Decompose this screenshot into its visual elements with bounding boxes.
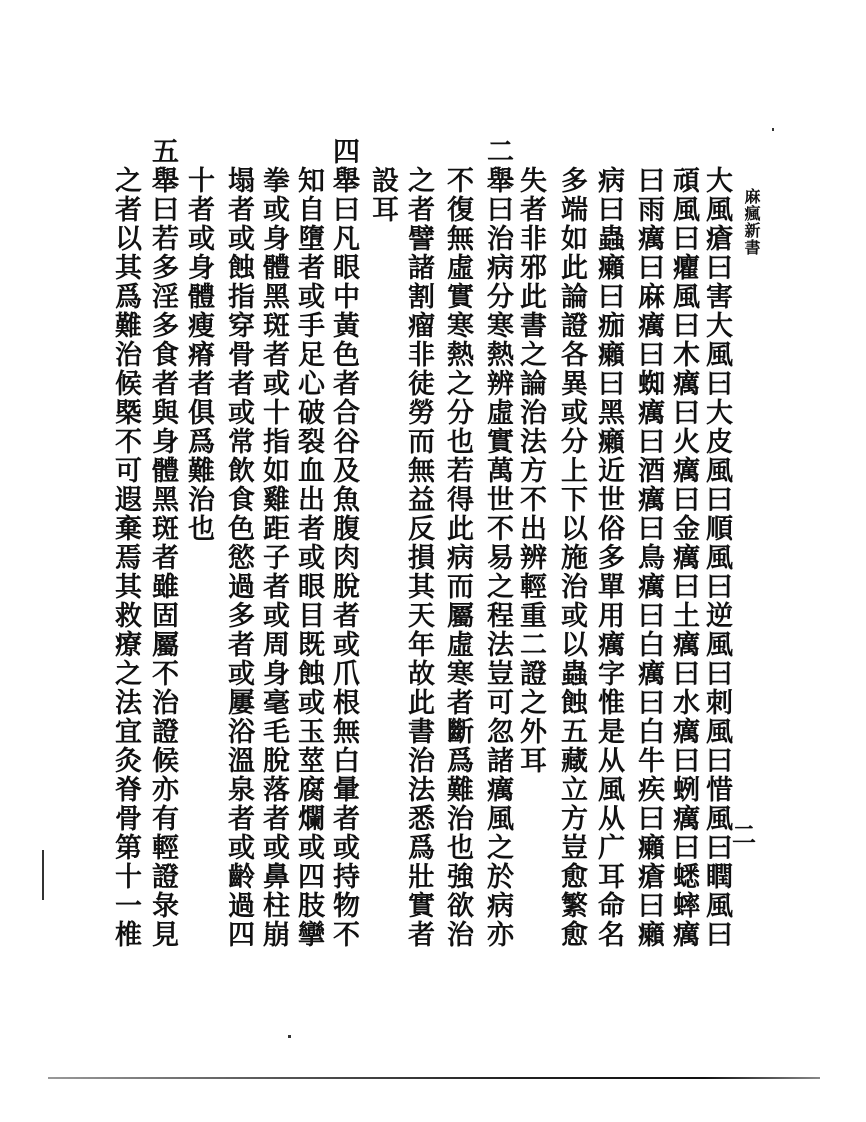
text-column-7: 二舉曰治病分寒熱辨虛實萬世不易之程法豈可忽諸癘風之於病亦	[482, 137, 513, 949]
scan-speck	[42, 850, 44, 900]
text-column-16: 五舉曰若多淫多食者與身體黑斑者雖固屬不治證候亦有輕證彔見	[147, 137, 178, 949]
text-column-12: 知自墮者或手足心破裂血出者或眼目既蝕或玉莖腐爛或四肢攣	[293, 166, 324, 949]
text-column-8: 不復無虛實寒熱之分也若得此病而屬虛寒者斷爲難治也強欲治	[442, 166, 473, 949]
text-column-3: 曰雨癘曰麻癘曰蜘癘曰酒癘曰鳥癘曰白癘曰白牛疾曰癩瘡曰癩	[633, 166, 664, 949]
text-column-15: 十者或身體瘦瘠者俱爲難治也	[183, 166, 214, 543]
scan-speck	[288, 1035, 291, 1038]
text-column-5: 多端如此論證各異或分上下以施治或以蟲蝕五藏立方豈愈繁愈	[556, 166, 587, 949]
running-header: 麻瘋新書	[742, 188, 761, 256]
text-column-14: 塌者或蝕指穿骨者或常飲食色慾過多者或屢浴溫泉者或齡過四	[223, 166, 254, 949]
text-column-2: 頑風曰癯風曰木癘曰火癘曰金癘曰土癘曰水癘曰蛚癘曰蟋蟀癘	[668, 166, 699, 949]
page-number: 二	[732, 820, 756, 849]
bottom-scan-rule	[48, 1077, 820, 1079]
text-column-9: 之者譬諸割瘤非徒勞而無益反損其天年故此書治法悉爲壯實者	[403, 166, 434, 949]
text-column-10: 設耳	[367, 166, 398, 224]
text-column-4: 病曰蟲癩曰痂癩曰黑癩近世俗多單用癘字惟是从風从广耳命名	[593, 166, 624, 949]
text-column-11: 四舉曰凡眼中黃色者合谷及魚腹肉脫者或爪根無白暈者或持物不	[328, 137, 359, 949]
text-column-6: 失者非邪此書之論治法方不出辨輕重二證之外耳	[515, 166, 546, 775]
text-column-13: 拳或身體黑斑者或十指如雞距子者或周身毫毛脫落者或鼻柱崩	[258, 166, 289, 949]
text-column-1: 大風瘡曰害大風曰大皮風曰順風曰逆風曰刺風曰惜風曰瞤風曰	[701, 166, 732, 949]
scan-speck	[772, 128, 774, 131]
text-column-17: 之者以其爲難治候槩不可遐棄焉其救療之法宜灸脊骨第十一椎	[110, 166, 141, 949]
